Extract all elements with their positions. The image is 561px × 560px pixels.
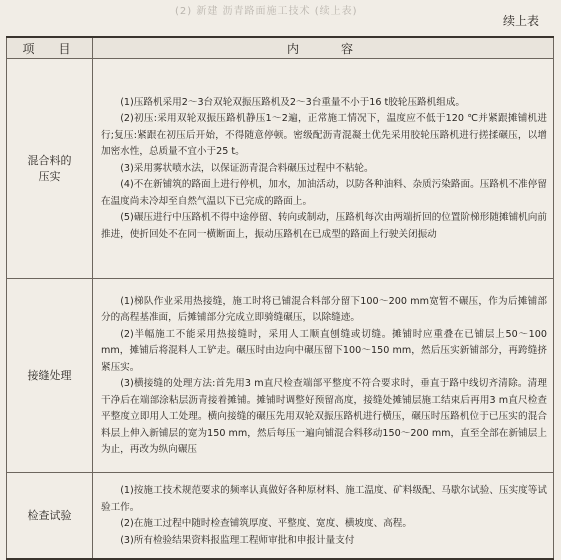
row-label-line: 混合料的 [27, 153, 72, 167]
row-label-line: 压实 [38, 169, 61, 183]
content-paragraph: (2)半幅施工不能采用热接缝时，采用人工顺直刨缝或切缝。摊铺时应重叠在已铺层上50～100 mm，摊铺后将混料人工铲走。碾压时由边向中碾压留下100～150 mm，然后压实新铺部分，再跨缝挤紧压实。 [101, 328, 547, 373]
content-paragraph: (1)梯队作业采用热接缝，施工时将已铺混合料部分留下100～200 mm宽暂不碾压，作为后摊铺部分的高程基准面，后摊铺部分完成立即骑缝碾压，以除缝迹。 [101, 295, 547, 323]
table-header-row [7, 37, 554, 59]
table-row-joints [7, 279, 554, 473]
row-label [7, 279, 93, 473]
content-paragraph: (3)横接缝的处理方法:首先用3 m直尺检查端部平整度不符合要求时，垂直于路中线切齐清除。清理干净后在端部涂粘层沥青接着摊铺。摊铺时调整好预留高度，接缝处摊铺层施工结束后再用3 m直尺检查平整度立即用人工处理。横向接缝的碾压先用双轮双振压路机进行横压，碾压时压路机位于已压实的混合料层上伸入新铺层的宽为150 mm，然后每压一遍向铺混合料移动150～200 mm，直至全部在新铺层上为止，再改为纵向碾压 [101, 378, 547, 455]
content-paragraph: (3)采用雾状喷水法，以保证沥青混合料碾压过程中不粘轮。 [120, 162, 374, 174]
row-label-line: 检查试验 [27, 508, 72, 522]
content-paragraph: (2)在施工过程中随时检查铺筑厚度、平整度、宽度、横坡度、高程。 [120, 518, 412, 529]
table-row-compaction [7, 59, 554, 279]
content-paragraph: (1)压路机采用2～3台双轮双振压路机及2～3台重量不小于16 t胶轮压路机组成。 [120, 96, 466, 108]
spec-table [6, 36, 554, 560]
content-paragraph: (5)碾压进行中压路机不得中途停留、转向或制动，压路机每次由两端折回的位置阶梯形随摊铺机向前推进，使折回处不在同一横断面上，振动压路机在已成型的路面上行驶关闭振动 [101, 212, 547, 240]
row-content [93, 279, 554, 473]
row-content [93, 59, 554, 279]
continued-table-label: 续上表 [502, 14, 539, 28]
content-paragraph: (3)所有检验结果资料报监理工程师审批和申报计量支付 [120, 534, 355, 546]
row-content [93, 473, 554, 560]
faint-running-header: (2) 新建 沥青路面施工技术 (续上表) [175, 6, 358, 17]
header-item: 项 目 [7, 37, 93, 59]
table-row-inspection [7, 473, 554, 560]
content-paragraph: (2)初压:采用双轮双振压路机静压1～2遍，正常施工情况下，温度应不低于120 ℃并紧跟摊铺机进行;复压:紧跟在初压后开始，不得随意停顿。密级配沥青混凝土优先采用胶轮压路机进行搓揉碾压，以增加密水性，总质量不宜小于25 t。 [101, 113, 547, 158]
header-content: 内 容 [93, 37, 554, 59]
row-label-line: 接缝处理 [27, 368, 72, 382]
row-label [7, 473, 93, 560]
content-paragraph: (1)按施工技术规范要求的频率认真做好各种原材料、施工温度、矿料级配、马歇尔试验、压实度等试验工作。 [101, 485, 547, 513]
row-label [7, 59, 93, 279]
content-paragraph: (4)不在新铺筑的路面上进行停机，加水，加油活动，以防各种油料、杂质污染路面。压路机不准停留在温度尚未冷却至自然气温以下已完成的路面上。 [101, 179, 547, 207]
